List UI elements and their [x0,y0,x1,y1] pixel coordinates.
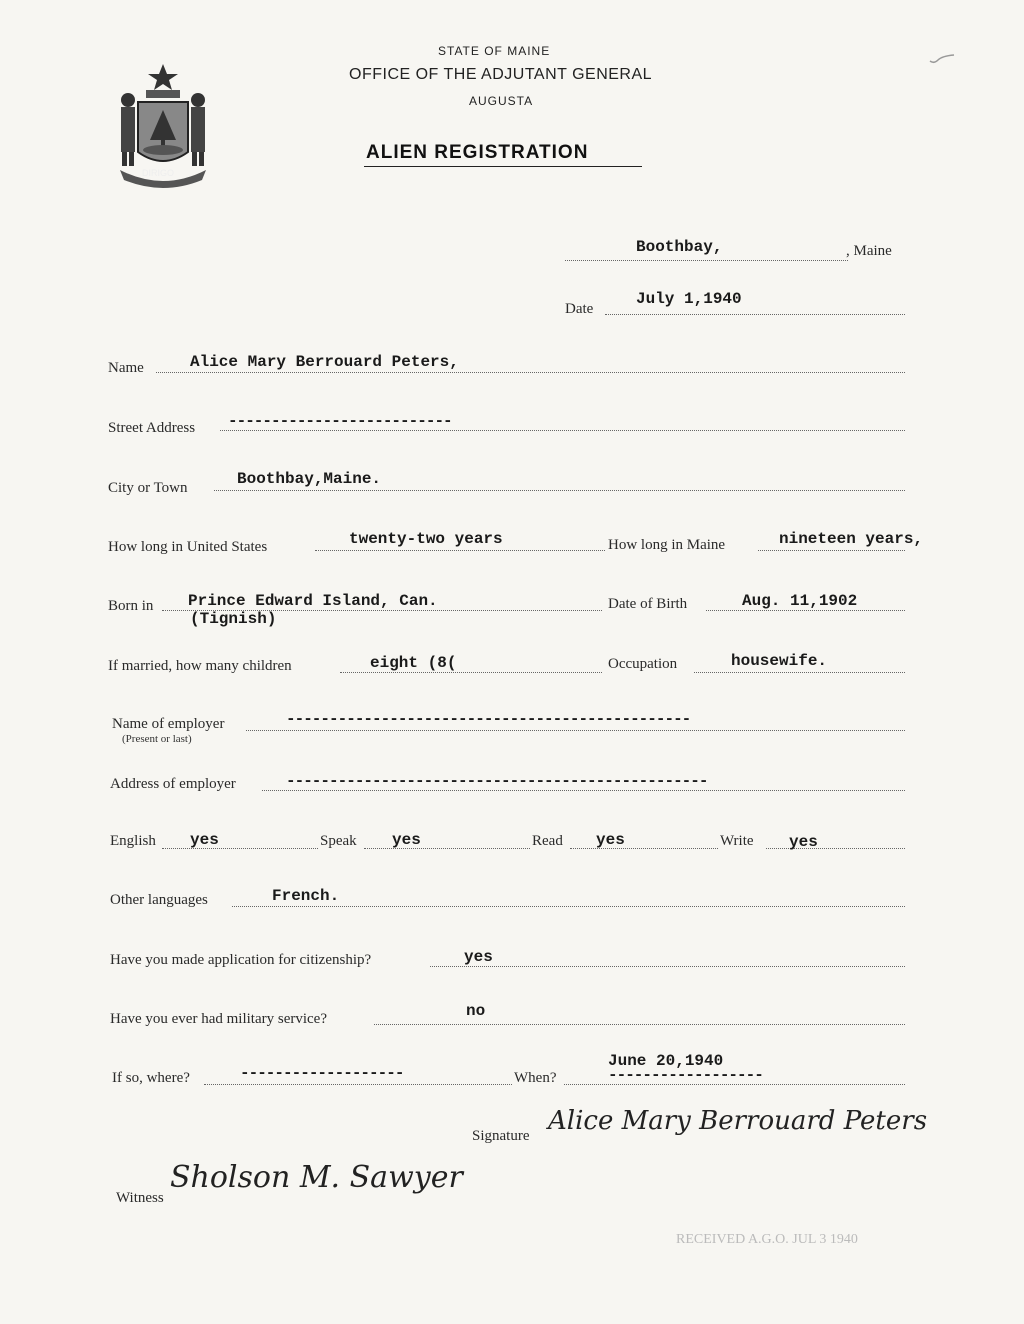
town-value: Boothbay, [636,238,723,256]
citizenship-label: Have you made application for citizenship? [110,952,372,968]
header-state: STATE OF MAINE [438,44,551,58]
where-value: ------------------- [240,1064,404,1082]
military-value: no [466,1002,486,1020]
write-value: yes [789,833,818,851]
employer-address-line [262,790,905,791]
employer-sublabel: (Present or last) [122,733,192,745]
received-stamp: RECEIVED A.G.O. JUL 3 1940 [676,1232,858,1247]
street-label: Street Address [108,420,196,436]
signature-value: Alice Mary Berrouard Peters [548,1106,928,1136]
dob-value: Aug. 11,1902 [742,592,858,610]
english-value: yes [190,831,219,849]
speak-label: Speak [320,833,357,849]
born-label: Born in [108,598,154,614]
employer-value: ----------------------------------------------- [286,710,691,728]
read-value: yes [596,831,625,849]
other-languages-label: Other languages [110,892,208,908]
date-line [605,314,905,315]
name-line [156,372,905,373]
english-line [162,848,318,849]
street-value: -------------------------- [228,412,452,430]
name-label: Name [108,360,144,376]
children-value: eight (8( [370,654,457,672]
when-value: June 20,1940 [608,1052,724,1070]
city-value: Boothbay,Maine. [237,470,382,488]
citizenship-value: yes [464,948,493,966]
witness-label: Witness [116,1190,164,1206]
header-city: AUGUSTA [469,94,534,108]
witness-signature: Sholson M. Sawyer [170,1160,463,1195]
signature-label: Signature [472,1128,530,1144]
when-label: When? [514,1070,557,1086]
form-title: ALIEN REGISTRATION [366,142,589,163]
how-long-maine-value: nineteen years, [779,530,924,548]
employer-address-label: Address of employer [110,776,236,792]
read-label: Read [532,833,563,849]
when-line [564,1084,905,1085]
where-label: If so, where? [112,1070,190,1086]
city-line [214,490,905,491]
born-value-2: (Tignish) [190,610,277,628]
citizenship-line [430,966,905,967]
other-languages-value: French. [272,887,340,905]
date-value: July 1,1940 [636,290,742,308]
how-long-maine-line [758,550,905,551]
maine-label: , Maine [846,243,892,259]
occupation-line [694,672,905,673]
born-value: Prince Edward Island, Can. [188,592,438,610]
how-long-maine-label: How long in Maine [608,537,726,553]
employer-address-value: ------------------------------------------------- [286,772,708,790]
header-office: OFFICE OF THE ADJUTANT GENERAL [349,66,653,83]
occupation-value: housewife. [731,652,828,670]
military-line [374,1024,905,1025]
state-seal [108,58,218,188]
name-value: Alice Mary Berrouard Peters, [190,353,459,371]
when-dash: ------------------ [608,1066,763,1084]
employer-label: Name of employer [112,716,225,732]
speak-line [364,848,530,849]
other-languages-line [232,906,905,907]
how-long-us-line [315,550,605,551]
city-label: City or Town [108,480,188,496]
occupation-label: Occupation [608,656,678,672]
town-line [565,260,848,261]
check-mark-icon [928,52,956,66]
date-label: Date [565,301,594,317]
title-underline [364,166,642,167]
write-line [766,848,905,849]
english-label: English [110,833,156,849]
children-line [340,672,602,673]
how-long-us-label: How long in United States [108,539,268,555]
children-label: If married, how many children [108,658,292,674]
employer-line [246,730,905,731]
dob-label: Date of Birth [608,596,688,612]
military-label: Have you ever had military service? [110,1011,327,1027]
seal-motto: DIRIGO [142,168,175,178]
speak-value: yes [392,831,421,849]
street-line [220,430,905,431]
how-long-us-value: twenty-two years [349,530,503,548]
dob-line [706,610,905,611]
write-label: Write [720,833,754,849]
read-line [570,848,718,849]
where-line [204,1084,512,1085]
